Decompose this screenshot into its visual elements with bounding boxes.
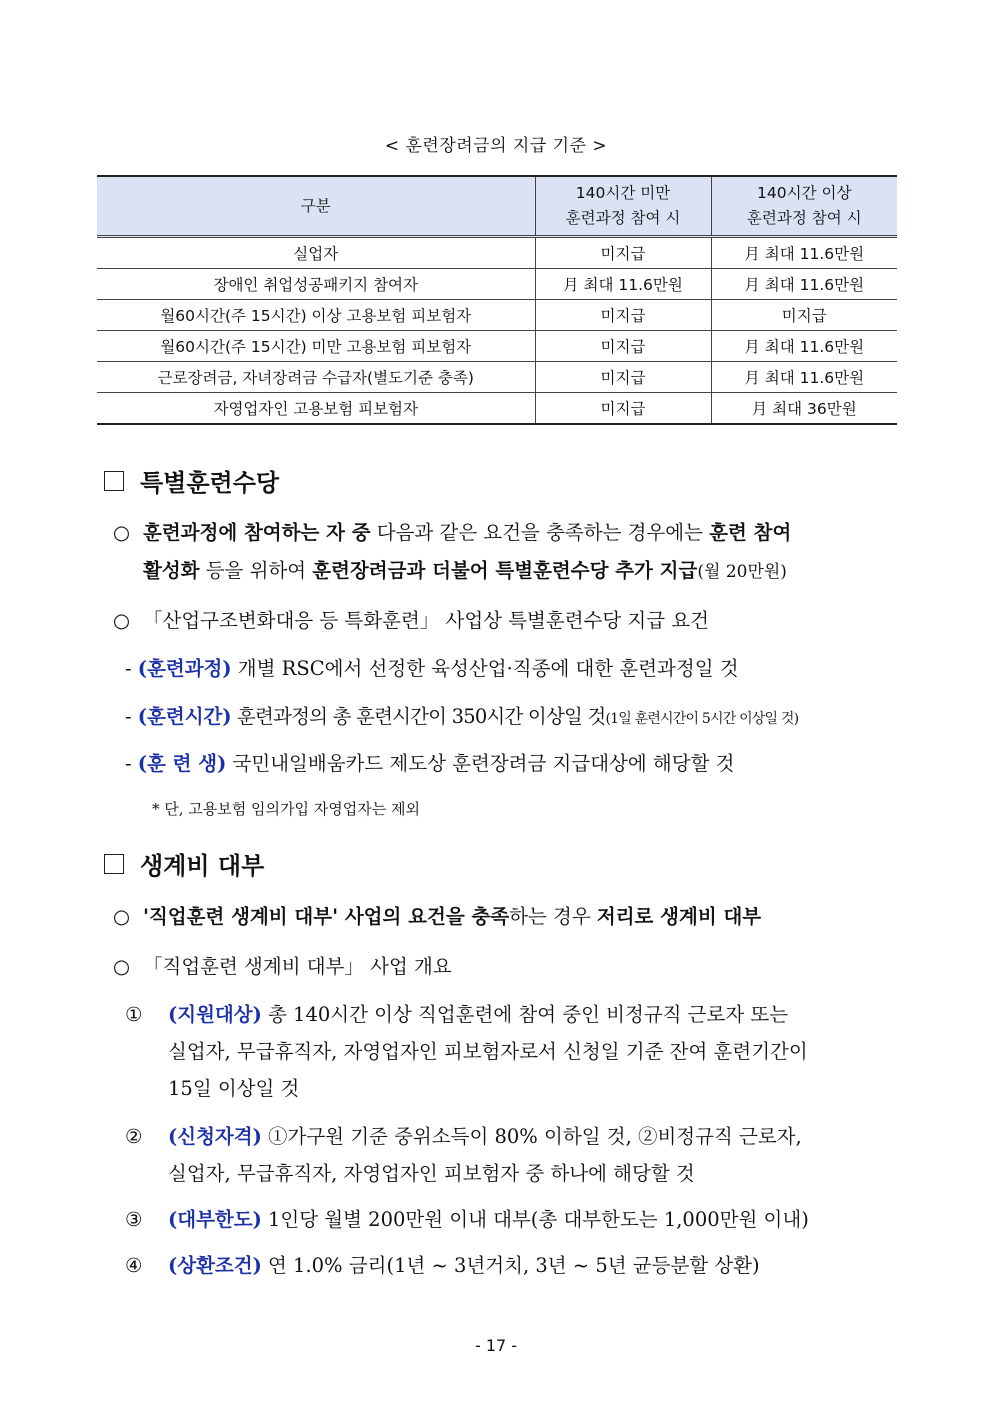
table-cell: 月 최대 11.6만원: [711, 237, 897, 269]
table-cell: 月 최대 11.6만원: [711, 362, 897, 393]
table-cell: 근로장려금, 자녀장려금 수급자(별도기준 충족): [97, 362, 535, 393]
table-cell: 장애인 취업성공패키지 참여자: [97, 269, 535, 300]
living-loan-overview-intro: ○ 「직업훈련 생계비 대부」 사업 개요: [113, 955, 452, 978]
requirement-item: - (훈련과정) 개별 RSC에서 선정한 육성산업·직종에 대한 훈련과정일 것: [125, 657, 739, 680]
loan-item-repayment: ④ (상환조건) 연 1.0% 금리(1년 ~ 3년거치, 3년 ~ 5년 균등분할 상환): [125, 1254, 760, 1277]
checkbox-square-icon: [104, 854, 124, 874]
table-row: [97, 331, 897, 362]
header-category: 구분: [97, 176, 535, 237]
table-cell: 월60시간(주 15시간) 이상 고용보험 피보험자: [97, 300, 535, 331]
table-cell: 월60시간(주 15시간) 미만 고용보험 피보험자: [97, 331, 535, 362]
special-allowance-requirements-intro: ○ 「산업구조변화대응 등 특화훈련」 사업상 특별훈련수당 지급 요건: [113, 609, 709, 632]
table-row: [97, 300, 897, 331]
criteria-table: [97, 175, 897, 425]
special-allowance-paragraph: ○ 훈련과정에 참여하는 자 중 다음과 같은 요건을 충족하는 경우에는 훈련 참여 활성화 등을 위하여 훈련장려금과 더불어 특별훈련수당 추가 지급(월 20만원): [113, 521, 792, 582]
table-row: [97, 362, 897, 393]
table-row: [97, 393, 897, 425]
table-cell: 月 최대 11.6만원: [535, 269, 711, 300]
table-cell: 月 최대 11.6만원: [711, 269, 897, 300]
table-cell: 미지급: [711, 300, 897, 331]
page-number: - 17 -: [474, 1336, 518, 1355]
table-cell: 미지급: [535, 393, 711, 425]
table-cell: 실업자: [97, 237, 535, 269]
table-cell: 미지급: [535, 331, 711, 362]
requirement-item: - (훈련시간) 훈련과정의 총 훈련시간이 350시간 이상일 것(1일 훈련시간이 5시간 이상일 것): [125, 705, 799, 728]
table-header-row: [97, 176, 897, 237]
table-row: [97, 237, 897, 269]
table-cell: 미지급: [535, 300, 711, 331]
table-title: < 훈련장려금의 지급 기준 >: [384, 136, 608, 156]
header-under-140: 140시간 미만 훈련과정 참여 시: [535, 176, 711, 237]
table-cell: 자영업자인 고용보험 피보험자: [97, 393, 535, 425]
loan-item-limit: ③ (대부한도) 1인당 월별 200만원 이내 대부(총 대부한도는 1,000만원 이내): [125, 1208, 809, 1231]
table-cell: 月 최대 36만원: [711, 393, 897, 425]
checkbox-square-icon: [104, 471, 124, 491]
header-over-140: 140시간 이상 훈련과정 참여 시: [711, 176, 897, 237]
table-cell: 미지급: [535, 237, 711, 269]
table-cell: 月 최대 11.6만원: [711, 331, 897, 362]
loan-item-eligibility: ① (지원대상) 총 140시간 이상 직업훈련에 참여 중인 비정규직 근로자 또는 실업자, 무급휴직자, 자영업자인 피보험자로서 신청일 기준 잔여 훈련기간이 15일 이상일 것: [125, 1003, 808, 1100]
section-heading-living-loan: 생계비 대부: [104, 846, 264, 881]
exception-note: * 단, 고용보험 임의가입 자영업자는 제외: [152, 800, 420, 818]
living-loan-paragraph: ○ '직업훈련 생계비 대부' 사업의 요건을 충족하는 경우 저리로 생계비 대부: [113, 905, 762, 928]
requirement-item: - (훈 련 생) 국민내일배움카드 제도상 훈련장려금 지급대상에 해당할 것: [125, 752, 735, 775]
loan-item-qualification: ② (신청자격) ①가구원 기준 중위소득이 80% 이하일 것, ②비정규직 근로자, 실업자, 무급휴직자, 자영업자인 피보험자 중 하나에 해당할 것: [125, 1125, 802, 1185]
section-heading-special-allowance: 특별훈련수당: [104, 463, 279, 498]
table-row: [97, 269, 897, 300]
table-cell: 미지급: [535, 362, 711, 393]
